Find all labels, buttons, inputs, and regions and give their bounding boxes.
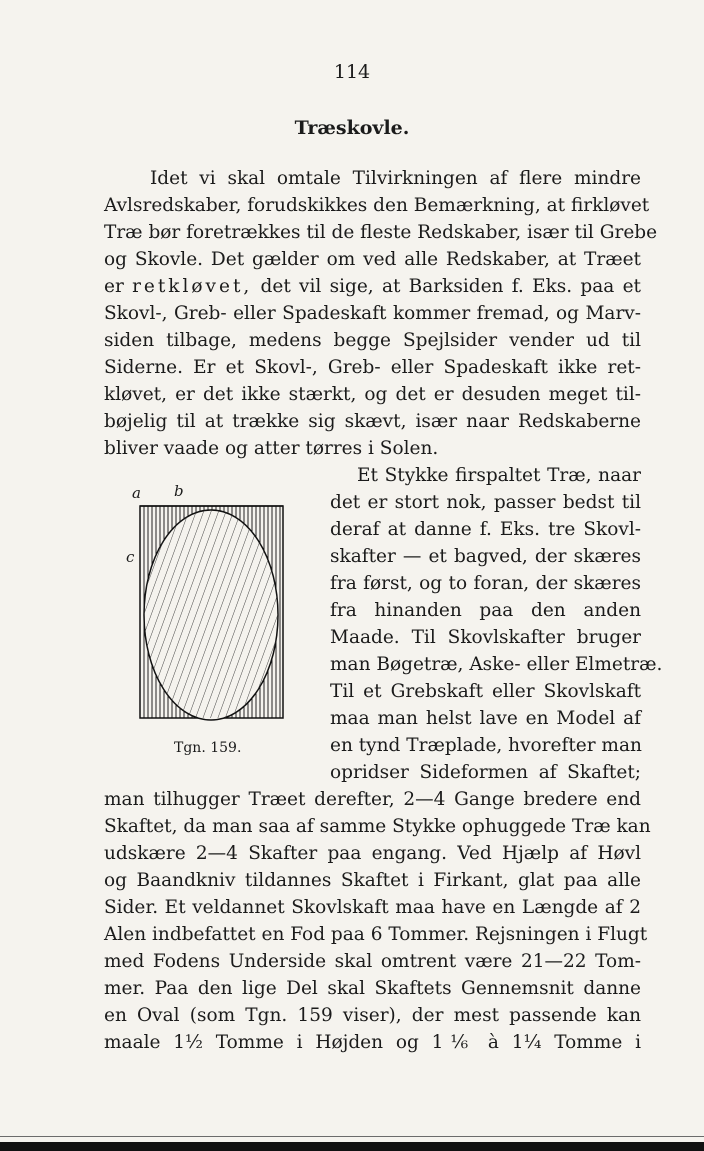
figure-caption: Tgn. 159. bbox=[174, 740, 242, 756]
text-line: Alen indbefattet en Fod paa 6 Tommer. Rejsningen i Flugt bbox=[104, 924, 648, 945]
text-line: man Bøgetræ, Aske- eller Elmetræ. bbox=[330, 654, 663, 675]
figure-label-b: b bbox=[174, 482, 184, 500]
bottom-rule bbox=[0, 1136, 704, 1137]
text-line: udskære 2—4 Skafter paa engang. Ved Hjælp af Høvl bbox=[104, 843, 641, 864]
section-title: Træskovle. bbox=[294, 117, 410, 139]
text-line bbox=[104, 274, 641, 300]
page-number: 114 bbox=[333, 61, 371, 83]
figure-159 bbox=[118, 480, 298, 770]
figure-label-a: a bbox=[132, 484, 141, 502]
text-line: Sider. Et veldannet Skovlskaft maa have en Længde af 2 bbox=[104, 897, 641, 918]
text-line: man tilhugger Træet derefter, 2—4 Gange bredere end bbox=[104, 789, 641, 810]
text-line: bøjelig til at trække sig skævt, især naar Redskaberne bbox=[104, 411, 641, 432]
text-line: Siderne. Er et Skovl-, Greb- eller Spadeskaft ikke ret- bbox=[104, 357, 641, 378]
text-line: en Oval (som Tgn. 159 viser), der mest passende kan bbox=[104, 1005, 641, 1026]
text-line: mer. Paa den lige Del skal Skaftets Gennemsnit danne bbox=[104, 978, 641, 999]
text-line: Et Stykke firspaltet Træ, naar bbox=[357, 465, 641, 486]
text-fragment: er bbox=[104, 276, 133, 297]
text-line: Til et Grebskaft eller Skovlskaft bbox=[330, 681, 641, 702]
text-line: siden tilbage, medens begge Spejlsider vender ud til bbox=[104, 330, 641, 351]
text-line: deraf at danne f. Eks. tre Skovl- bbox=[330, 519, 641, 540]
figure-label-c: c bbox=[126, 548, 135, 566]
oval-cross-section-drawing bbox=[118, 480, 298, 730]
emphasized-word: retkløvet, bbox=[132, 276, 253, 297]
text-line: maa man helst lave en Model af bbox=[330, 708, 641, 729]
text-line: fra først, og to foran, der skæres bbox=[330, 573, 641, 594]
text-line: Avlsredskaber, forudskikkes den Bemærkning, at firkløvet bbox=[104, 195, 650, 216]
text-line: med Fodens Underside skal omtrent være 21—22 Tom- bbox=[104, 951, 641, 972]
bottom-bar bbox=[0, 1142, 704, 1151]
text-line: Skovl-, Greb- eller Spadeskaft kommer fremad, og Marv- bbox=[104, 303, 641, 324]
text-line: og Skovle. Det gælder om ved alle Redskaber, at Træet bbox=[104, 249, 641, 270]
text-line: opridser Sideformen af Skaftet; bbox=[330, 762, 641, 783]
text-line: kløvet, er det ikke stærkt, og det er desuden meget til- bbox=[104, 384, 641, 405]
text-line: Skaftet, da man saa af samme Stykke ophuggede Træ kan bbox=[104, 816, 651, 837]
text-line: Idet vi skal omtale Tilvirkningen af flere mindre bbox=[150, 168, 641, 189]
text-line: bliver vaade og atter tørres i Solen. bbox=[104, 438, 439, 459]
text-line: skafter — et bagved, der skæres bbox=[330, 546, 641, 567]
text-line: det er stort nok, passer bedst til bbox=[330, 492, 641, 513]
text-line: fra hinanden paa den anden bbox=[330, 600, 641, 621]
text-fragment: det vil sige, at Barksiden f. Eks. paa et bbox=[252, 276, 641, 297]
text-line: Maade. Til Skovlskafter bruger bbox=[330, 627, 641, 648]
text-line: maale 1½ Tomme i Højden og 1⅙ à 1¼ Tomme i bbox=[104, 1032, 641, 1053]
text-line: en tynd Træplade, hvorefter man bbox=[330, 735, 642, 756]
text-line: og Baandkniv tildannes Skaftet i Firkant, glat paa alle bbox=[104, 870, 641, 891]
text-line: Træ bør foretrækkes til de fleste Redskaber, især til Grebe bbox=[104, 222, 658, 243]
